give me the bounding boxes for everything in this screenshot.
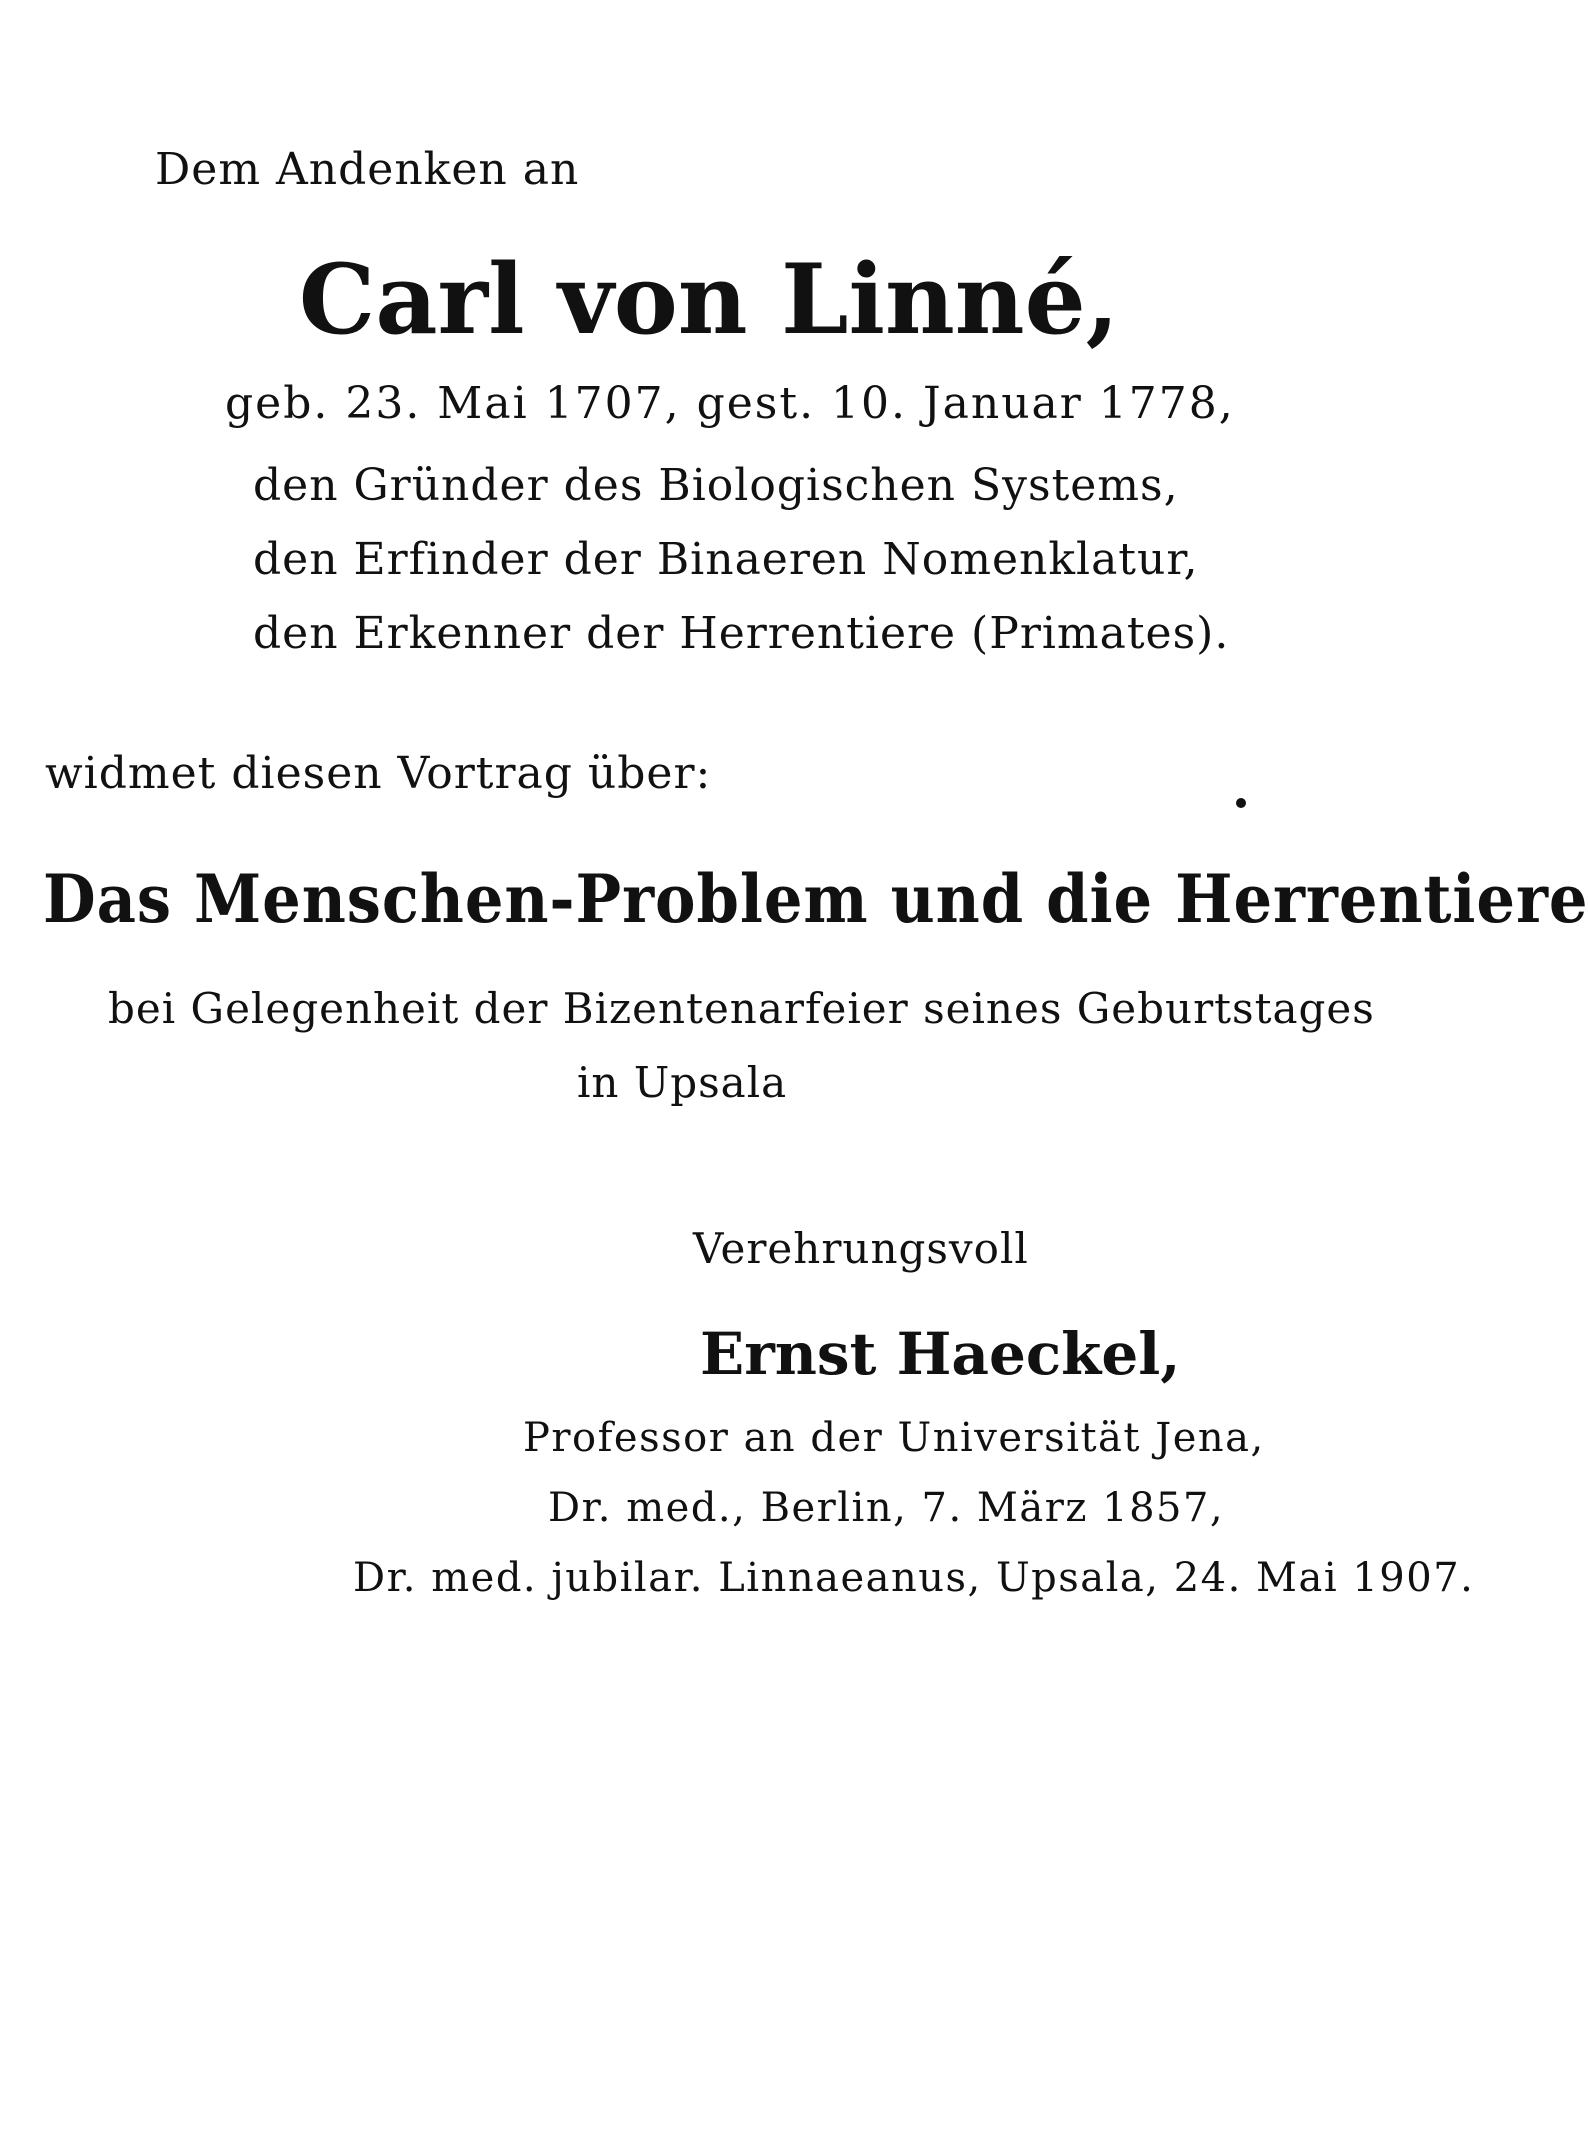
- dedication-line: Dem Andenken an: [155, 144, 580, 195]
- role-line-1: den Gründer des Biologischen Systems,: [253, 460, 1179, 511]
- role-line-2: den Erfinder der Binaeren Nomenklatur,: [253, 534, 1199, 585]
- dedicates-line: widmet diesen Vortrag über:: [45, 748, 712, 799]
- author-title-3: Dr. med. jubilar. Linnaeanus, Upsala, 24. Mai 1907.: [353, 1555, 1475, 1601]
- closing-line: Verehrungsvoll: [693, 1224, 1029, 1273]
- author-name: Ernst Haeckel,: [700, 1320, 1181, 1388]
- occasion-line-2: in Upsala: [577, 1058, 788, 1107]
- life-dates: geb. 23. Mai 1707, gest. 10. Januar 1778,: [225, 378, 1235, 429]
- ink-dot: [1236, 798, 1246, 808]
- occasion-line-1: bei Gelegenheit der Bizentenarfeier seines Geburtstages: [108, 984, 1375, 1033]
- honoree-name: Carl von Linné,: [298, 243, 1120, 356]
- role-line-3: den Erkenner der Herrentiere (Primates).: [253, 608, 1230, 659]
- lecture-title: Das Menschen-Problem und die Herrentiere: [43, 860, 1588, 938]
- author-title-1: Professor an der Universität Jena,: [523, 1415, 1265, 1461]
- author-title-2: Dr. med., Berlin, 7. März 1857,: [548, 1485, 1225, 1531]
